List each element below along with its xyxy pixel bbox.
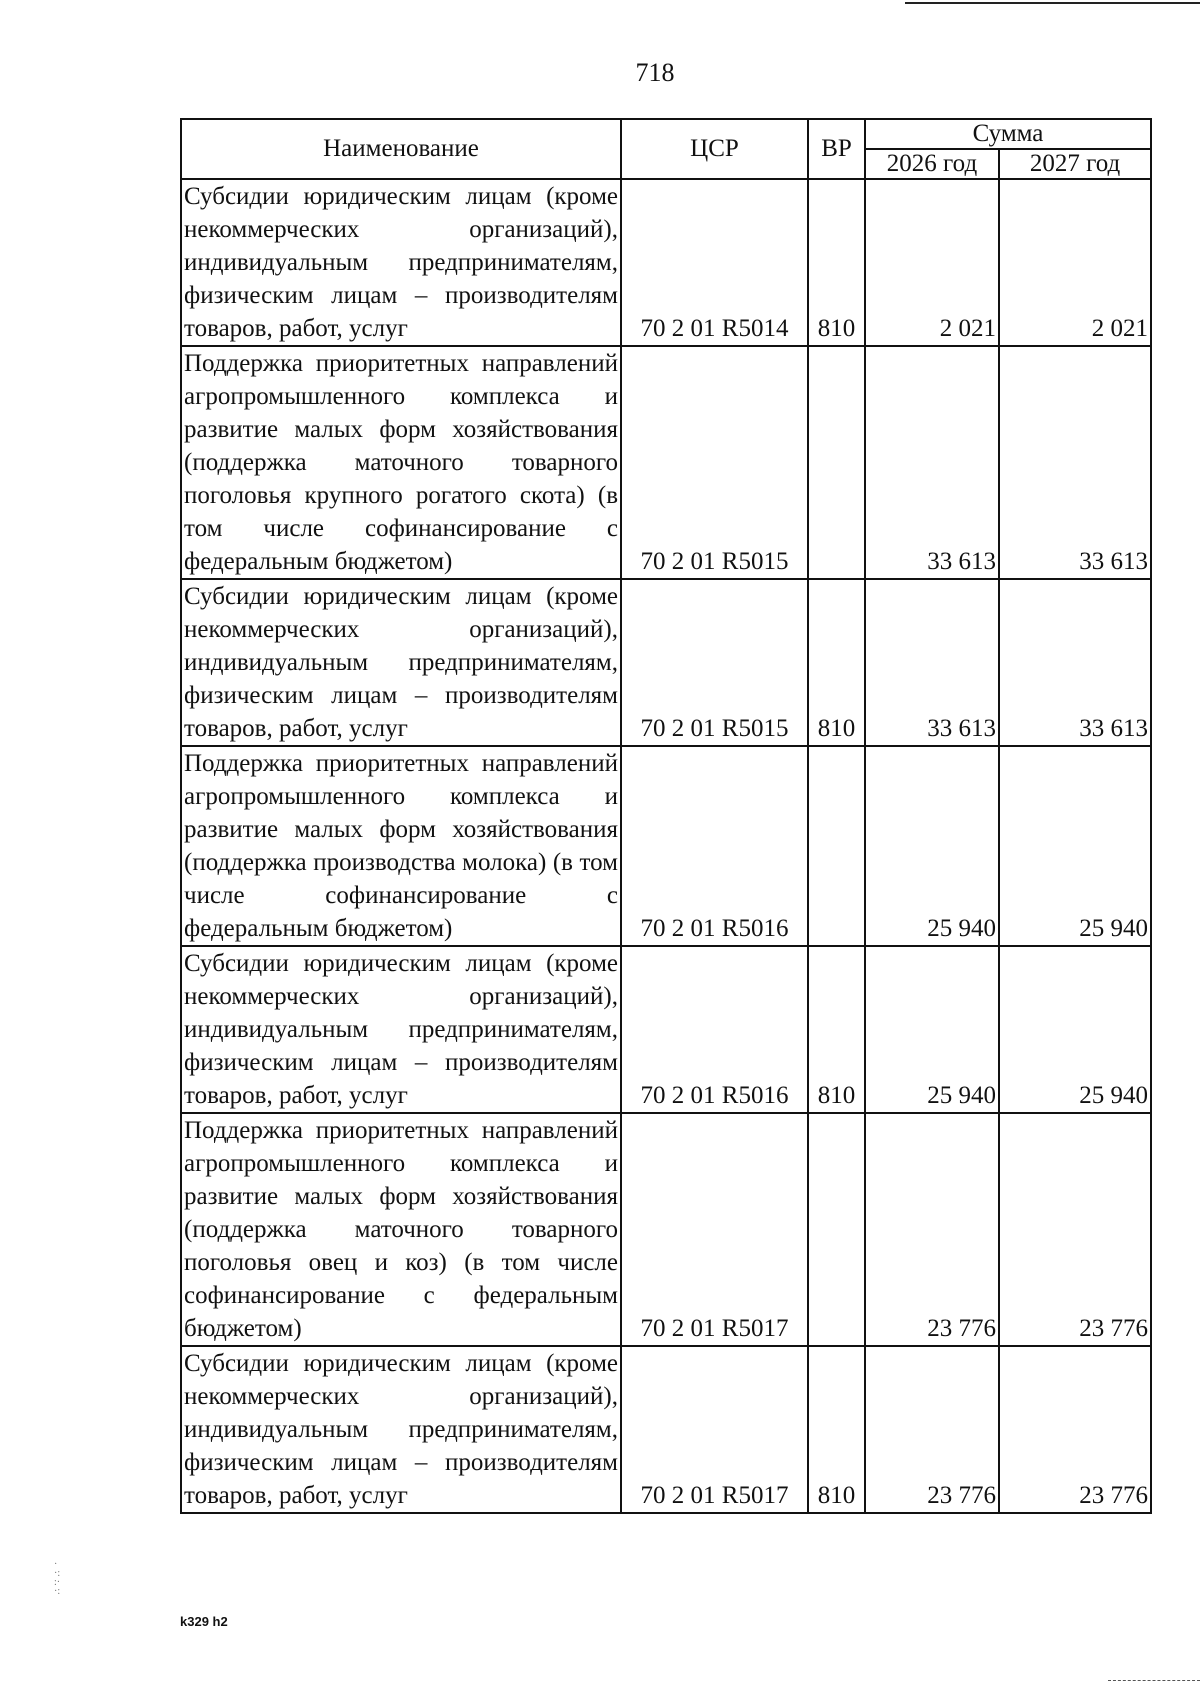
cell-amount-2027: 33 613	[999, 346, 1151, 579]
header-csr: ЦСР	[621, 119, 808, 179]
scan-noise: · ·: :· ·:	[54, 1559, 61, 1597]
header-year-2027: 2027 год	[999, 149, 1151, 179]
table-row	[181, 179, 1151, 346]
cell-csr: 70 2 01 R5017	[621, 1113, 808, 1346]
cell-name: Субсидии юридическим лицам (кроме некоммерческих организаций), индивидуальным предпринимателям, физическим лицам – производителям товаров, работ, услуг	[181, 579, 621, 746]
cell-amount-2026: 33 613	[865, 579, 999, 746]
cell-csr: 70 2 01 R5017	[621, 1346, 808, 1513]
cell-vr	[808, 346, 865, 579]
table-row	[181, 946, 1151, 1113]
header-vr: ВР	[808, 119, 865, 179]
cell-amount-2026: 25 940	[865, 946, 999, 1113]
cell-name: Поддержка приоритетных направлений агропромышленного комплекса и развитие малых форм хозяйствования (поддержка производства молока) (в том числе софинансирование с федеральным бюджетом)	[181, 746, 621, 946]
cell-amount-2027: 25 940	[999, 946, 1151, 1113]
cell-vr	[808, 746, 865, 946]
table-row	[181, 1113, 1151, 1346]
footer-code: k329 h2	[180, 1614, 228, 1629]
cell-name: Поддержка приоритетных направлений агропромышленного комплекса и развитие малых форм хозяйствования (поддержка маточного товарного поголовья крупного рогатого скота) (в том числе софинансирование с федеральным бюджетом)	[181, 346, 621, 579]
cell-amount-2026: 23 776	[865, 1113, 999, 1346]
cell-vr: 810	[808, 1346, 865, 1513]
scan-edge-line	[905, 2, 1200, 4]
cell-amount-2026: 23 776	[865, 1346, 999, 1513]
cell-vr: 810	[808, 579, 865, 746]
page-number: 718	[635, 58, 675, 87]
cell-vr	[808, 1113, 865, 1346]
cell-name: Поддержка приоритетных направлений агропромышленного комплекса и развитие малых форм хозяйствования (поддержка маточного товарного поголовья овец и коз) (в том числе софинансирование с федеральным бюджетом)	[181, 1113, 621, 1346]
table-body	[181, 179, 1151, 1513]
cell-amount-2027: 2 021	[999, 179, 1151, 346]
cell-amount-2026: 33 613	[865, 346, 999, 579]
scan-edge-line-bottom	[1108, 1680, 1200, 1682]
table-row	[181, 579, 1151, 746]
table-row	[181, 1346, 1151, 1513]
cell-csr: 70 2 01 R5015	[621, 579, 808, 746]
cell-csr: 70 2 01 R5016	[621, 746, 808, 946]
budget-table	[180, 118, 1152, 1514]
header-sum: Сумма	[865, 119, 1151, 149]
cell-amount-2026: 25 940	[865, 746, 999, 946]
table-row	[181, 746, 1151, 946]
header-year-2026: 2026 год	[865, 149, 999, 179]
cell-name: Субсидии юридическим лицам (кроме некоммерческих организаций), индивидуальным предпринимателям, физическим лицам – производителям товаров, работ, услуг	[181, 1346, 621, 1513]
cell-csr: 70 2 01 R5014	[621, 179, 808, 346]
cell-vr: 810	[808, 179, 865, 346]
cell-amount-2027: 23 776	[999, 1113, 1151, 1346]
cell-name: Субсидии юридическим лицам (кроме некоммерческих организаций), индивидуальным предпринимателям, физическим лицам – производителям товаров, работ, услуг	[181, 946, 621, 1113]
header-name: Наименование	[181, 119, 621, 179]
cell-name: Субсидии юридическим лицам (кроме некоммерческих организаций), индивидуальным предпринимателям, физическим лицам – производителям товаров, работ, услуг	[181, 179, 621, 346]
cell-csr: 70 2 01 R5015	[621, 346, 808, 579]
cell-amount-2027: 33 613	[999, 579, 1151, 746]
table-row	[181, 346, 1151, 579]
cell-amount-2027: 23 776	[999, 1346, 1151, 1513]
table-header	[181, 119, 1151, 179]
cell-vr: 810	[808, 946, 865, 1113]
cell-amount-2027: 25 940	[999, 746, 1151, 946]
cell-amount-2026: 2 021	[865, 179, 999, 346]
cell-csr: 70 2 01 R5016	[621, 946, 808, 1113]
